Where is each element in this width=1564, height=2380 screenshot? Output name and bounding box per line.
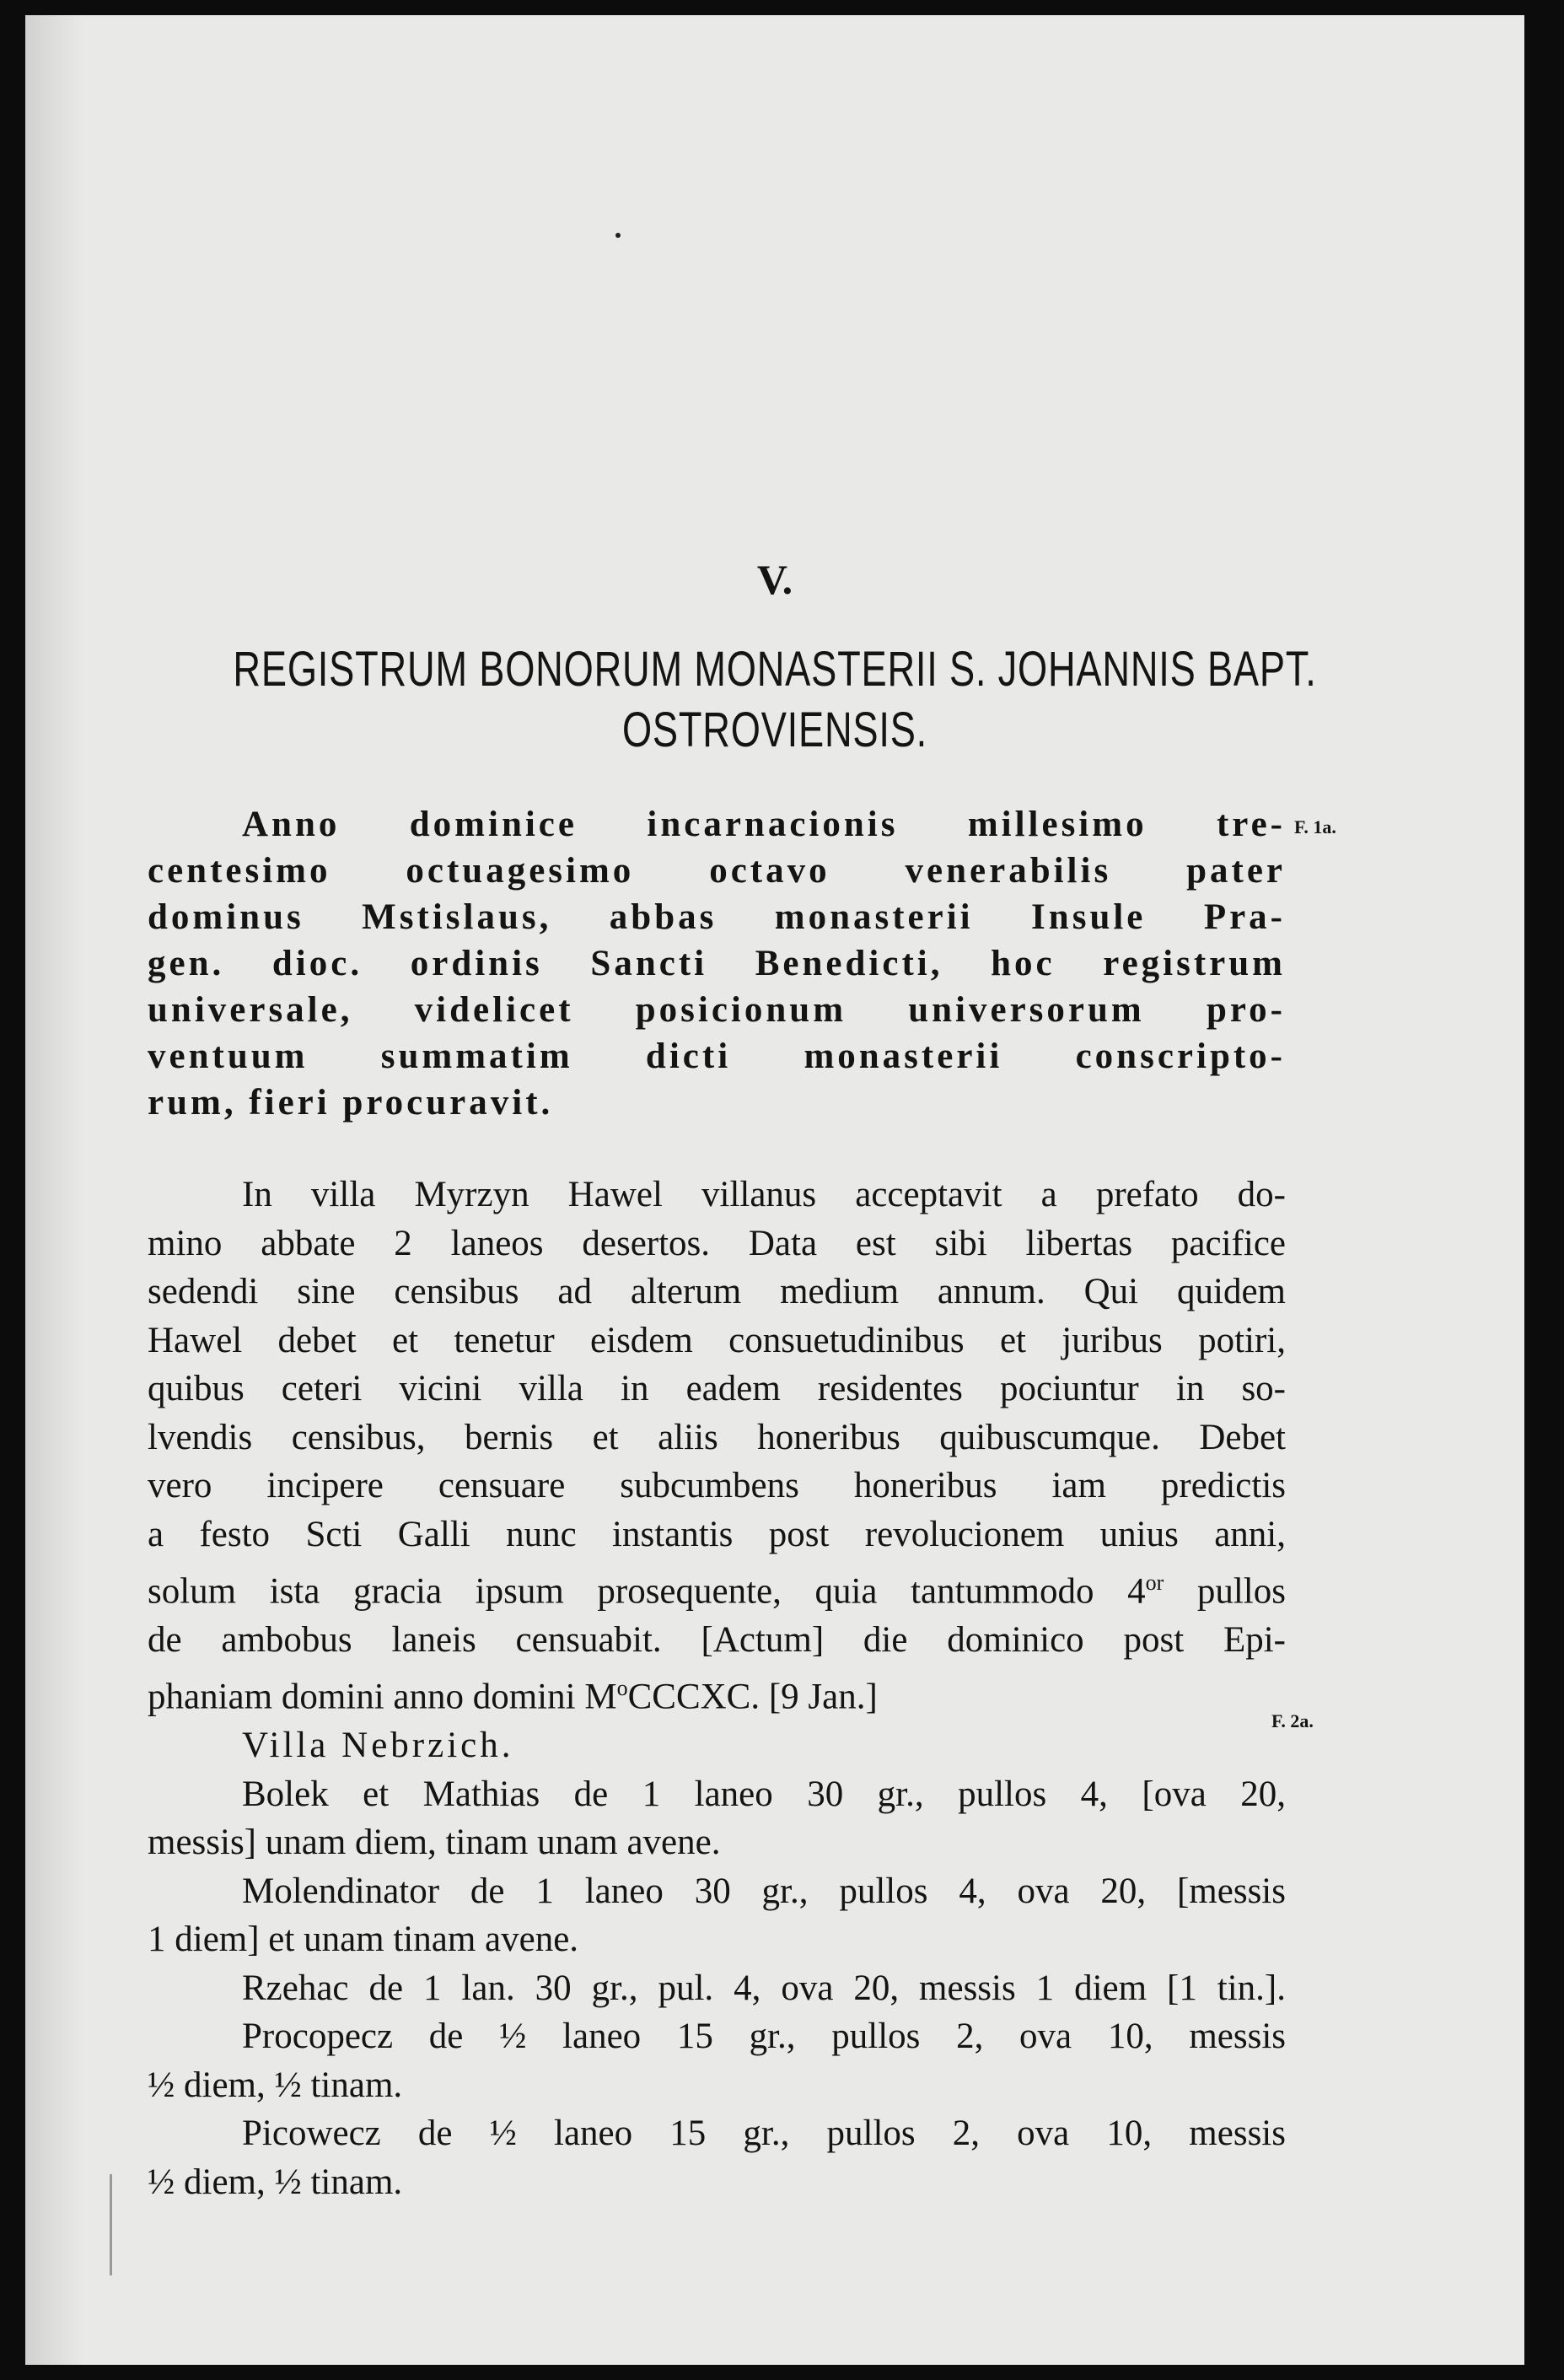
body-line: de ambobus laneis censuabit. [Actum] die dominico post Epi- xyxy=(148,1619,1286,1660)
body-line: quibus ceteri vicini villa in eadem residentes pociuntur in so- xyxy=(148,1369,1286,1408)
entry-line: Rzehac de 1 lan. 30 gr., pul. 4, ova 20, messis 1 diem [1 tin.]. xyxy=(242,1968,1286,2008)
entry-line: Bolek et Mathias de 1 laneo 30 gr., pullos 4, [ova 20, xyxy=(242,1774,1286,1814)
entry-line: Procopecz de ½ laneo 15 gr., pullos 2, ova 10, messis xyxy=(242,2017,1286,2057)
document-page xyxy=(25,15,1524,2365)
margin-note-folio-1a: F. 1a. xyxy=(1294,816,1336,837)
villa-heading: Villa Nebrzich. xyxy=(242,1726,514,1766)
intro-paragraph xyxy=(148,801,1286,1126)
entry-line: ½ diem, ½ tinam. xyxy=(148,2162,403,2202)
body-line: mino abbate 2 laneos desertos. Data est sibi libertas pacifice xyxy=(148,1223,1286,1263)
scan-mark xyxy=(110,2174,112,2275)
body-line: vero incipere censuare subcumbens honeribus iam predictis xyxy=(148,1466,1286,1505)
intro-line: ventuum summatim dicti monasterii conscripto- xyxy=(148,1037,1286,1076)
intro-line: Anno dominice incarnacionis millesimo tre- xyxy=(242,805,1286,844)
page-shadow xyxy=(25,15,84,2365)
body-line: phaniam domini anno domini $M^oCCCXC$. [9 Jan.] xyxy=(148,1676,878,1717)
entry-line: ½ diem, ½ tinam. xyxy=(148,2065,403,2105)
intro-line: rum, fieri procuravit. xyxy=(148,1083,554,1123)
body-line: In villa Myrzyn Hawel villanus acceptavit a prefato do- xyxy=(242,1175,1286,1214)
margin-note-folio-2a: F. 2a. xyxy=(1271,1710,1314,1731)
intro-line: dominus Mstislaus, abbas monasterii Insule Pra- xyxy=(148,897,1286,937)
entry-line: Picowecz de ½ laneo 15 gr., pullos 2, ova 10, messis xyxy=(242,2113,1286,2154)
intro-line: universale, videlicet posicionum universorum pro- xyxy=(148,990,1286,1030)
entry-line: messis] unam diem, tinam unam avene. xyxy=(148,1823,721,1863)
scan-speck xyxy=(615,233,621,238)
body-line: sedendi sine censibus ad alterum medium annum. Qui quidem xyxy=(148,1272,1286,1311)
entry-line: 1 diem] et unam tinam avene. xyxy=(148,1920,579,1960)
title-line-1: REGISTRUM BONORUM MONASTERII S. JOHANNIS BAPT. xyxy=(233,642,1317,697)
document-title xyxy=(191,639,1360,761)
body-line: lvendis censibus, bernis et aliis honeribus quibuscumque. Debet xyxy=(148,1417,1286,1457)
body-line: solum ista gracia ipsum prosequente, quia tantummodo $4^{or}$ pullos xyxy=(148,1570,1286,1612)
body-line: a festo Scti Galli nunc instantis post revolucionem unius anni, xyxy=(148,1514,1286,1554)
intro-line: centesimo octuagesimo octavo venerabilis pater xyxy=(148,851,1286,891)
intro-line: gen. dioc. ordinis Sancti Benedicti, hoc registrum xyxy=(148,944,1286,983)
chapter-number: V. xyxy=(756,556,793,603)
body-text xyxy=(148,1171,1286,2206)
body-line: Hawel debet et tenetur eisdem consuetudinibus et juribus potiri, xyxy=(148,1320,1286,1360)
entry-line: Molendinator de 1 laneo 30 gr., pullos 4, ova 20, [messis xyxy=(242,1871,1286,1911)
title-line-2: OSTROVIENSIS. xyxy=(621,703,928,757)
